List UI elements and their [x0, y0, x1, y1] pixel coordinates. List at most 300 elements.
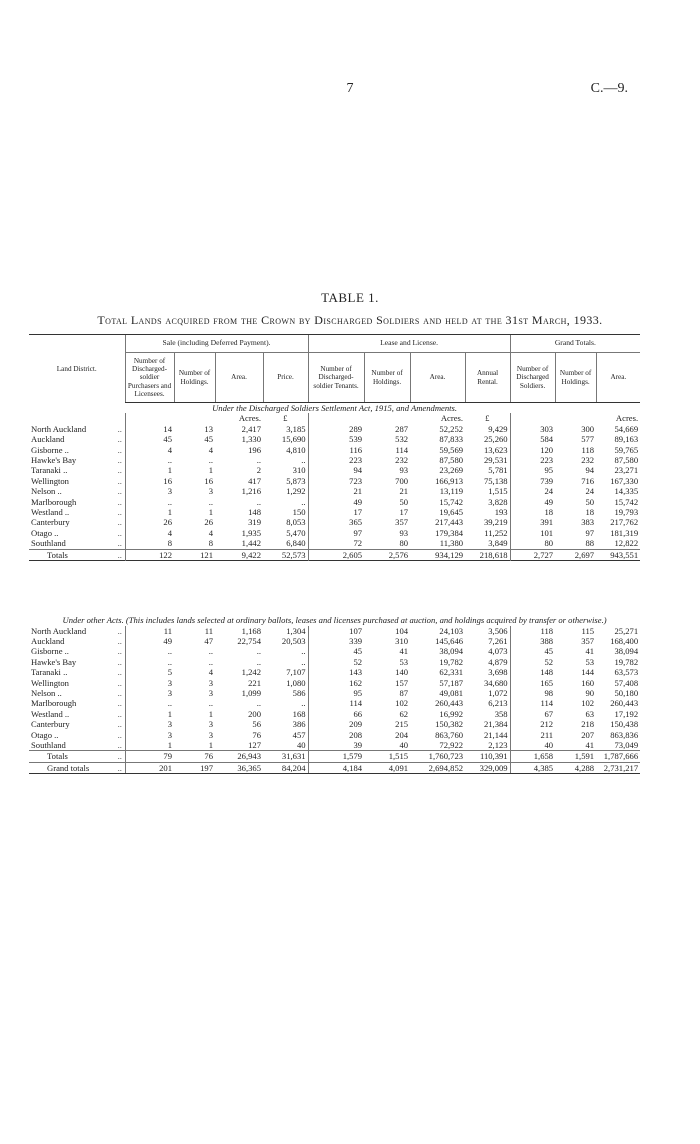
value-cell: 193 — [494, 507, 508, 518]
value-cell: 12,822 — [614, 538, 639, 549]
district-name: Auckland — [31, 636, 65, 646]
value-cell: 87,580 — [439, 455, 464, 466]
value-cell: 584 — [510, 434, 555, 444]
value-cell: 4,385 — [510, 762, 555, 773]
value-cell: 2,727 — [510, 549, 555, 560]
value-cell: 1,216 — [241, 486, 262, 497]
value-cell: 863,836 — [610, 729, 639, 740]
value-cell: 8,053 — [286, 517, 306, 528]
value-cell: 201 — [125, 762, 174, 773]
value-cell: 50,180 — [614, 688, 639, 699]
value-cell: 39,219 — [483, 517, 508, 528]
group-header-lease: Lease and License. — [308, 335, 510, 353]
value-cell: 4,288 — [555, 762, 596, 773]
table-row — [29, 688, 640, 698]
value-cell: 21 — [399, 486, 409, 497]
value-cell: 49,081 — [439, 688, 464, 699]
value-cell: 16 — [125, 476, 174, 486]
value-cell: 19,782 — [439, 656, 464, 667]
value-cell: 80 — [510, 538, 555, 549]
value-cell: .. — [256, 698, 262, 709]
table-row — [29, 709, 640, 719]
value-cell: .. — [301, 455, 306, 466]
value-cell: 166,913 — [435, 475, 464, 486]
col-header-lease-holdings: Number of Holdings. — [364, 353, 410, 403]
value-cell: 1,292 — [286, 486, 306, 497]
value-cell: 76 — [252, 729, 262, 740]
unit-cell — [308, 413, 364, 423]
value-cell: 24 — [585, 486, 595, 497]
value-cell: 943,551 — [596, 549, 640, 560]
value-cell: 217,762 — [610, 517, 639, 528]
value-cell: 150,438 — [610, 719, 639, 730]
land-table-body — [29, 403, 640, 774]
value-cell: 1 — [125, 507, 174, 517]
col-header-grand-holdings: Number of Holdings. — [555, 353, 596, 403]
value-cell: 329,009 — [465, 762, 510, 773]
value-cell: 62,331 — [439, 667, 464, 678]
district-name: Westland .. — [31, 708, 70, 719]
value-cell: 4 — [208, 527, 214, 538]
value-cell: 150 — [292, 507, 306, 518]
grand-totals-row — [29, 762, 640, 773]
table-row — [29, 678, 640, 688]
district-name: Totals — [29, 549, 115, 560]
unit-cell — [125, 413, 174, 423]
value-cell: 5 — [125, 667, 174, 677]
value-cell: 1 — [125, 709, 174, 719]
value-cell: 1,242 — [241, 667, 262, 678]
value-cell: 2 — [256, 465, 262, 476]
value-cell: 18 — [510, 507, 555, 517]
leader-dots: .. — [115, 549, 125, 560]
value-cell: 388 — [510, 636, 555, 646]
value-cell: 739 — [510, 476, 555, 486]
district-name: Hawke's Bay — [31, 656, 77, 667]
value-cell: 1 — [125, 465, 174, 475]
value-cell: 357 — [395, 517, 409, 528]
unit-cell — [29, 413, 115, 423]
leader-dots: .. — [117, 708, 122, 719]
district-name: Marlborough — [31, 496, 77, 507]
value-cell: .. — [125, 698, 174, 708]
value-cell: 45 — [125, 434, 174, 444]
district-name: Marlborough — [31, 698, 77, 709]
value-cell: 1 — [125, 740, 174, 751]
value-cell: 118 — [510, 626, 555, 636]
value-cell: 25,271 — [614, 625, 639, 636]
value-cell: .. — [301, 698, 306, 709]
table-row — [29, 740, 640, 751]
value-cell: 49 — [125, 636, 174, 646]
value-cell: 40 — [510, 740, 555, 751]
value-cell: 18 — [585, 507, 595, 518]
value-cell: 34,680 — [483, 677, 508, 688]
value-cell: 75,138 — [483, 475, 508, 486]
value-cell: 19,645 — [439, 507, 464, 518]
value-cell: 115 — [581, 625, 595, 636]
leader-dots: .. — [117, 625, 122, 636]
value-cell: 114 — [395, 444, 409, 455]
value-cell: 54,669 — [614, 423, 639, 434]
value-cell: 6,213 — [488, 698, 508, 709]
value-cell: 934,129 — [410, 549, 465, 560]
col-header-lease-tenants: Number of Discharged-soldier Tenants. — [308, 353, 364, 403]
value-cell: 94 — [585, 465, 595, 476]
col-header-sale-area: Area. — [215, 353, 263, 403]
value-cell: 204 — [395, 729, 409, 740]
district-name: Hawke's Bay — [31, 455, 77, 466]
value-cell: 160 — [581, 677, 595, 688]
value-cell: 357 — [581, 636, 595, 646]
district-name: Westland .. — [31, 507, 70, 518]
table-row — [29, 517, 640, 527]
district-name: Taranaki .. — [31, 465, 68, 476]
value-cell: 16 — [204, 475, 214, 486]
district-name: Canterbury — [31, 517, 70, 528]
value-cell: 165 — [510, 678, 555, 688]
leader-dots: .. — [117, 677, 122, 688]
value-cell: 98 — [510, 688, 555, 698]
col-header-sale-price: Price. — [263, 353, 308, 403]
value-cell: 49 — [510, 497, 555, 507]
value-cell: .. — [208, 698, 214, 709]
leader-dots: .. — [117, 698, 122, 709]
value-cell: 53 — [585, 656, 595, 667]
value-cell: 11,380 — [439, 538, 464, 549]
value-cell: 716 — [581, 475, 595, 486]
value-cell: 586 — [292, 688, 306, 699]
table-row — [29, 476, 640, 486]
value-cell: 76 — [174, 751, 215, 762]
value-cell: 3 — [208, 729, 214, 740]
value-cell: 339 — [308, 636, 364, 646]
value-cell: 104 — [395, 625, 409, 636]
table-row — [29, 486, 640, 496]
value-cell: 260,443 — [435, 698, 464, 709]
value-cell: 1,787,666 — [596, 751, 640, 762]
value-cell: 310 — [292, 465, 306, 476]
value-cell: 59,569 — [439, 444, 464, 455]
district-name: Gisborne .. — [31, 646, 69, 657]
land-table-grid — [29, 334, 640, 774]
district-name: North Auckland — [31, 423, 87, 434]
value-cell: 8 — [208, 538, 214, 549]
group-header-sale: Sale (including Deferred Payment). — [125, 335, 308, 353]
table-row — [29, 667, 640, 677]
leader-dots: .. — [117, 656, 122, 667]
value-cell: 89,163 — [614, 434, 639, 445]
value-cell: 212 — [510, 719, 555, 729]
unit-acres: Acres. — [440, 413, 464, 424]
value-cell: 4 — [125, 445, 174, 455]
value-cell: 207 — [581, 729, 595, 740]
value-cell: 93 — [399, 465, 409, 476]
value-cell: 23,271 — [614, 465, 639, 476]
leader-dots: .. — [117, 496, 122, 507]
value-cell: 4 — [208, 444, 214, 455]
value-cell: 52,573 — [263, 549, 308, 560]
value-cell: 196 — [248, 444, 262, 455]
unit-acres: Acres. — [238, 413, 262, 424]
table-row — [29, 465, 640, 475]
table-caption-text: Total Lands acquired from the Crown by Discharged Soldiers and held at the 31st March, 1933. — [97, 313, 603, 327]
value-cell: 15,742 — [439, 496, 464, 507]
land-table — [29, 334, 640, 774]
value-cell: 26 — [204, 517, 214, 528]
section-heading: Under other Acts. (This includes lands selected at ordinary ballots, leases and licenses purchased at auction, and holdings acquired by transfer or otherwise.) — [62, 615, 607, 626]
value-cell: 19,793 — [614, 507, 639, 518]
col-header-sale-purchasers: Number of Discharged-soldier Purchasers and Licensees. — [125, 353, 174, 403]
value-cell: 539 — [308, 434, 364, 444]
value-cell: 114 — [510, 698, 555, 708]
value-cell: 2,123 — [488, 740, 508, 751]
value-cell: 289 — [308, 424, 364, 434]
value-cell: .. — [208, 455, 214, 466]
value-cell: 358 — [494, 708, 508, 719]
value-cell: 218 — [581, 719, 595, 730]
value-cell: 1 — [208, 708, 214, 719]
value-cell: 29,531 — [483, 455, 508, 466]
section-heading-row — [29, 403, 640, 414]
value-cell: 53 — [399, 656, 409, 667]
value-cell: 41 — [399, 646, 409, 657]
table-row — [29, 657, 640, 667]
value-cell: 3,828 — [488, 496, 508, 507]
value-cell: 4,073 — [488, 646, 508, 657]
page-number: 7 — [346, 81, 354, 96]
value-cell: 4,184 — [308, 762, 364, 773]
value-cell: 162 — [308, 678, 364, 688]
spacer-cell — [29, 561, 640, 616]
value-cell: 211 — [510, 730, 555, 740]
value-cell: 218,618 — [465, 549, 510, 560]
value-cell: 31,631 — [263, 751, 308, 762]
value-cell: 181,319 — [610, 527, 639, 538]
value-cell: 40 — [296, 740, 306, 751]
value-cell: 1,760,723 — [410, 751, 465, 762]
table-row — [29, 626, 640, 636]
value-cell: 20,503 — [281, 636, 306, 646]
value-cell: 21,384 — [483, 719, 508, 730]
district-name: Otago .. — [31, 729, 59, 740]
value-cell: 1,099 — [241, 688, 262, 699]
value-cell: .. — [301, 496, 306, 507]
value-cell: 386 — [292, 719, 306, 730]
district-name: Southland — [31, 740, 66, 751]
leader-dots: .. — [117, 507, 122, 518]
table-row — [29, 730, 640, 740]
value-cell: 223 — [308, 455, 364, 465]
value-cell: 2,417 — [241, 423, 262, 434]
leader-dots: .. — [117, 475, 122, 486]
value-cell: 52 — [308, 657, 364, 667]
value-cell: 3 — [125, 486, 174, 496]
value-cell: .. — [125, 455, 174, 465]
value-cell: 215 — [395, 719, 409, 730]
value-cell: 66 — [308, 709, 364, 719]
value-cell: 1 — [208, 465, 214, 476]
value-cell: 26,943 — [215, 751, 263, 762]
leader-dots: .. — [117, 517, 122, 528]
value-cell: .. — [256, 496, 262, 507]
leader-dots: .. — [117, 688, 122, 699]
value-cell: .. — [125, 657, 174, 667]
unit-cell — [555, 413, 596, 423]
value-cell: 101 — [510, 528, 555, 538]
value-cell: .. — [301, 646, 306, 657]
value-cell: 1,304 — [286, 625, 306, 636]
value-cell: 23,269 — [439, 465, 464, 476]
value-cell: 41 — [585, 740, 595, 751]
value-cell: 102 — [395, 698, 409, 709]
value-cell: 300 — [581, 423, 595, 434]
leader-dots: .. — [117, 538, 122, 549]
value-cell: .. — [256, 646, 262, 657]
leader-dots: .. — [117, 667, 122, 678]
value-cell: 22,754 — [237, 636, 262, 646]
value-cell: 310 — [395, 636, 409, 646]
leader-dots: .. — [117, 444, 122, 455]
value-cell: 3,185 — [286, 423, 306, 434]
value-cell: 383 — [581, 517, 595, 528]
value-cell: 319 — [248, 517, 262, 528]
units-row — [29, 413, 640, 423]
district-name: Gisborne .. — [31, 444, 69, 455]
district-name: Auckland — [31, 434, 65, 445]
unit-pounds: £ — [283, 413, 288, 424]
leader-dots: .. — [117, 455, 122, 466]
value-cell: 40 — [399, 740, 409, 751]
unit-cell — [510, 413, 555, 423]
value-cell: 417 — [248, 475, 262, 486]
value-cell: 24 — [510, 486, 555, 496]
value-cell: 79 — [125, 751, 174, 762]
value-cell: 1,515 — [488, 486, 508, 497]
value-cell: 144 — [581, 667, 595, 678]
value-cell: 148 — [510, 667, 555, 677]
district-name: Wellington — [31, 475, 69, 486]
value-cell: 56 — [252, 719, 262, 730]
value-cell: 3 — [208, 486, 214, 497]
value-cell: .. — [125, 646, 174, 656]
value-cell: .. — [208, 656, 214, 667]
table-row — [29, 497, 640, 507]
value-cell: 2,697 — [555, 549, 596, 560]
value-cell: 723 — [308, 476, 364, 486]
value-cell: 39 — [308, 740, 364, 751]
value-cell: 13 — [204, 423, 214, 434]
value-cell: 1,591 — [555, 751, 596, 762]
value-cell: 3 — [208, 677, 214, 688]
value-cell: 59,765 — [614, 444, 639, 455]
value-cell: 4 — [208, 667, 214, 678]
value-cell: 118 — [581, 444, 595, 455]
leader-dots: .. — [117, 527, 122, 538]
value-cell: 391 — [510, 517, 555, 527]
value-cell: .. — [301, 656, 306, 667]
leader-dots: .. — [117, 636, 122, 646]
table-row — [29, 538, 640, 549]
section-heading-row — [29, 615, 640, 626]
value-cell: 17,192 — [614, 708, 639, 719]
value-cell: 3 — [125, 730, 174, 740]
value-cell: 5,781 — [488, 465, 508, 476]
value-cell: 1,658 — [510, 751, 555, 762]
unit-cell — [115, 413, 125, 423]
value-cell: .. — [208, 496, 214, 507]
value-cell: 1,072 — [488, 688, 508, 699]
value-cell: 532 — [395, 434, 409, 445]
value-cell: 577 — [581, 434, 595, 445]
value-cell: 38,094 — [439, 646, 464, 657]
value-cell: 3,506 — [488, 625, 508, 636]
value-cell: 3 — [125, 719, 174, 729]
document-code: C.—9. — [590, 81, 628, 96]
district-name: Nelson .. — [31, 486, 62, 497]
value-cell: 57,187 — [439, 677, 464, 688]
value-cell: 114 — [308, 698, 364, 708]
value-cell: 47 — [204, 636, 214, 646]
district-name: Grand totals — [29, 762, 115, 773]
value-cell: 127 — [248, 740, 262, 751]
value-cell: 232 — [581, 455, 595, 466]
value-cell: 121 — [174, 549, 215, 560]
col-header-sale-holdings: Number of Holdings. — [174, 353, 215, 403]
value-cell: 87,580 — [614, 455, 639, 466]
value-cell: 120 — [510, 445, 555, 455]
value-cell: 17 — [308, 507, 364, 517]
value-cell: 365 — [308, 517, 364, 527]
value-cell: 15,690 — [281, 434, 306, 445]
value-cell: 2,576 — [364, 549, 410, 560]
value-cell: 90 — [585, 688, 595, 699]
table-row — [29, 445, 640, 455]
value-cell: 11 — [125, 626, 174, 636]
table-title: TABLE 1. — [321, 290, 379, 305]
value-cell: 107 — [308, 626, 364, 636]
value-cell: 14 — [125, 424, 174, 434]
col-header-district: Land District. — [29, 335, 125, 403]
col-header-grand-area: Area. — [596, 353, 640, 403]
value-cell: 863,760 — [435, 729, 464, 740]
value-cell: 21,144 — [483, 729, 508, 740]
value-cell: 63,573 — [614, 667, 639, 678]
value-cell: 63 — [585, 708, 595, 719]
value-cell: 41 — [585, 646, 595, 657]
value-cell: 287 — [395, 423, 409, 434]
value-cell: 1,579 — [308, 751, 364, 762]
district-name: Nelson .. — [31, 688, 62, 699]
value-cell: 1 — [208, 507, 214, 518]
value-cell: 19,782 — [614, 656, 639, 667]
value-cell: 3,698 — [488, 667, 508, 678]
value-cell: 3 — [208, 688, 214, 699]
value-cell: 87,833 — [439, 434, 464, 445]
section-spacer — [29, 561, 640, 616]
district-name: Taranaki .. — [31, 667, 68, 678]
value-cell: 217,443 — [435, 517, 464, 528]
table-row — [29, 719, 640, 729]
section-heading: Under the Discharged Soldiers Settlement Act, 1915, and Amendments. — [212, 403, 458, 413]
value-cell: 36,365 — [215, 762, 263, 773]
value-cell: 1,935 — [241, 527, 262, 538]
value-cell: 24,103 — [439, 625, 464, 636]
value-cell: 8 — [125, 538, 174, 549]
value-cell: 97 — [308, 528, 364, 538]
value-cell: .. — [256, 656, 262, 667]
value-cell: 223 — [510, 455, 555, 465]
